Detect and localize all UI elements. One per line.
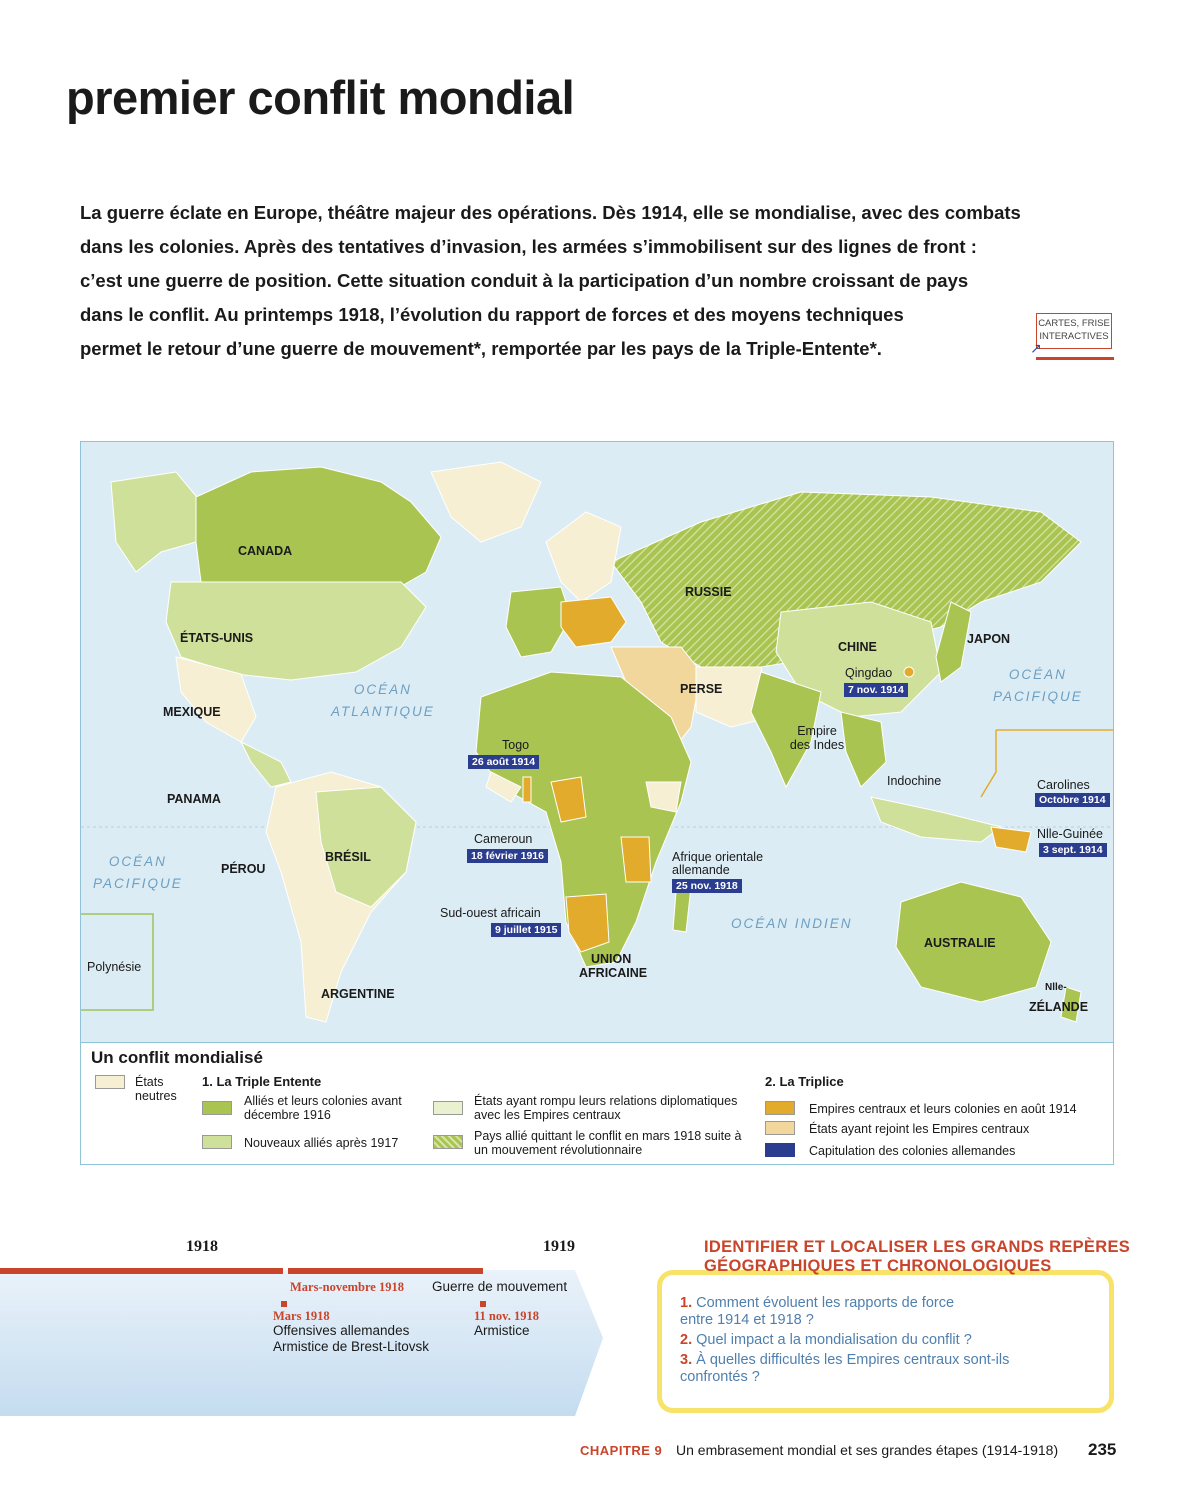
qingdao-marker: [904, 667, 914, 677]
label-chine: CHINE: [838, 640, 877, 654]
label-japon: JAPON: [967, 632, 1011, 646]
label-nz-1: Nlle-: [1045, 982, 1067, 993]
intro-line: c’est une guerre de position. Cette situation conduit à la participation d’un nombre croissant de pays: [80, 270, 969, 291]
interactive-maps-badge[interactable]: [1036, 313, 1112, 349]
label-perse: PERSE: [680, 682, 723, 696]
timeline-period-label: Guerre de mouvement: [432, 1279, 568, 1294]
identify-title: IDENTIFIER ET LOCALISER LES GRANDS REPÈRES GÉOGRAPHIQUES ET CHRONOLOGIQUES: [704, 1238, 1131, 1275]
date-qingdao: 7 nov. 1914: [844, 683, 908, 697]
indochine-shape: [841, 712, 886, 787]
label-usa: ÉTATS-UNIS: [180, 631, 254, 645]
intro-line: dans les colonies. Après des tentatives d’invasion, les armées s’immobilisent sur des lignes de front :: [80, 236, 977, 257]
timeline-event1-line2: Armistice de Brest-Litovsk: [273, 1339, 430, 1354]
label-canada: CANADA: [238, 544, 293, 558]
swatch-capitulation: [765, 1143, 795, 1157]
label-polynesie: Polynésie: [87, 960, 142, 974]
intro-line: dans le conflit. Au printemps 1918, l’évolution du rapport de forces et des moyens techniques: [80, 304, 904, 325]
southwest-africa-shape: [566, 894, 609, 952]
label-sud-ouest: Sud-ouest africain: [440, 906, 541, 920]
label-bresil: BRÉSIL: [325, 850, 371, 864]
legend-title: Un conflit mondialisé: [91, 1048, 263, 1067]
page-title: premier conflit mondial: [66, 71, 575, 124]
label-union-2: AFRICAINE: [579, 966, 648, 980]
legend-entente-title: 1. La Triple Entente: [202, 1074, 322, 1089]
legend-neutral: États neutres: [135, 1075, 177, 1103]
label-qingdao: Qingdao: [845, 666, 893, 680]
legend-central: Empires centraux et leurs colonies en août 1914: [809, 1102, 1077, 1116]
legend-joined: États ayant rejoint les Empires centraux: [809, 1122, 1030, 1136]
label-togo: Togo: [502, 738, 530, 752]
cursor-icon: ↗: [1030, 340, 1042, 356]
timeline-period: Mars-novembre 1918: [290, 1280, 404, 1294]
date-nguinee: 3 sept. 1914: [1039, 843, 1107, 857]
central-powers-europe-shape: [561, 597, 626, 647]
ocean-atlantique: OCÉAN ATLANTIQUE: [331, 682, 435, 719]
label-mexique: MEXIQUE: [163, 705, 221, 719]
east-africa-shape: [621, 837, 651, 882]
ethiopia-shape: [646, 782, 681, 812]
legend-quit: Pays allié quittant le conflit en mars 1918 suite à un mouvement révolutionnaire: [474, 1129, 742, 1157]
label-nz-2: ZÉLANDE: [1029, 1000, 1089, 1014]
label-empire-indes: Empire des Indes: [789, 724, 845, 752]
label-australie: AUSTRALIE: [924, 936, 996, 950]
label-nguinee: Nlle-Guinée: [1037, 827, 1104, 841]
badge-underline: [1036, 357, 1114, 360]
canada-shape: [196, 467, 441, 592]
date-carolines: Octobre 1914: [1035, 793, 1110, 807]
ocean-indien: OCÉAN INDIEN: [731, 916, 853, 931]
swatch-quit: [433, 1135, 463, 1149]
timeline-event2-date: 11 nov. 1918: [474, 1309, 539, 1323]
timeline-year-1919: 1919: [543, 1238, 575, 1255]
label-russie: RUSSIE: [685, 585, 732, 599]
togo-shape: [523, 777, 531, 802]
swatch-joined: [765, 1121, 795, 1135]
swatch-allies: [202, 1101, 232, 1115]
intro-line: permet le retour d’une guerre de mouvement*, remportée par les pays de la Triple-Entente*.: [80, 338, 882, 359]
timeline-year-1918: 1918: [186, 1238, 218, 1255]
label-union-1: UNION: [591, 952, 632, 966]
label-afrique-or-1: Afrique orientale: [672, 850, 764, 864]
swatch-neutral: [95, 1075, 125, 1089]
legend-capitulation: Capitulation des colonies allemandes: [809, 1144, 1016, 1158]
new-guinea-shape: [991, 827, 1031, 852]
page-number: 235: [1088, 1440, 1117, 1459]
footer-chapter: CHAPITRE 9: [580, 1443, 663, 1458]
label-carolines: Carolines: [1037, 778, 1090, 792]
timeline-event1-line1: Offensives allemandes: [273, 1323, 410, 1338]
date-togo: 26 août 1914: [468, 755, 539, 769]
legend-allies: Alliés et leurs colonies avant décembre 1916: [244, 1094, 402, 1122]
date-cameroun: 18 février 1916: [467, 849, 548, 863]
badge-line: CARTES, FRISE: [1038, 318, 1110, 329]
intro-paragraph: [80, 196, 1080, 366]
swatch-central: [765, 1101, 795, 1115]
footer-title: Un embrasement mondial et ses grandes étapes (1914-1918): [676, 1442, 1059, 1458]
legend-triplice-title: 2. La Triplice: [765, 1074, 844, 1089]
intro-line: La guerre éclate en Europe, théâtre majeur des opérations. Dès 1914, elle se mondialise, avec des combats: [80, 202, 1021, 223]
question-3: 3. À quelles difficultés les Empires centraux sont-ils confrontés ?: [680, 1352, 1010, 1385]
date-afrique-or: 25 nov. 1918: [672, 879, 742, 893]
label-panama: PANAMA: [167, 792, 221, 806]
indonesia-shape: [871, 797, 1001, 842]
map-legend: [81, 1042, 1114, 1165]
legend-new-allies: Nouveaux alliés après 1917: [244, 1136, 399, 1150]
date-sud-ouest: 9 juillet 1915: [491, 923, 561, 937]
label-argentine: ARGENTINE: [321, 987, 395, 1001]
question-1: 1. Comment évoluent les rapports de force entre 1914 et 1918 ?: [680, 1295, 955, 1328]
label-indochine: Indochine: [887, 774, 942, 788]
swatch-broken: [433, 1101, 463, 1115]
central-america-shape: [241, 742, 291, 787]
alaska-shape: [111, 472, 201, 572]
world-map: [80, 441, 1114, 1165]
label-cameroun: Cameroun: [474, 832, 533, 846]
swatch-new-allies: [202, 1135, 232, 1149]
ocean-pacifique-east: OCÉAN PACIFIQUE: [993, 667, 1083, 704]
label-afrique-or-2: allemande: [672, 863, 730, 877]
timeline-event2-line1: Armistice: [474, 1323, 530, 1338]
label-perou: PÉROU: [221, 862, 266, 876]
greenland-shape: [431, 462, 541, 542]
badge-line: INTERACTIVES: [1039, 331, 1109, 342]
legend-broken: États ayant rompu leurs relations diplomatiques avec les Empires centraux: [474, 1094, 738, 1122]
ocean-pacifique-west: OCÉAN PACIFIQUE: [93, 854, 183, 891]
timeline-event1-date: Mars 1918: [273, 1309, 330, 1323]
madagascar-shape: [673, 887, 691, 932]
question-2: 2. Quel impact a la mondialisation du conflit ?: [680, 1332, 972, 1348]
